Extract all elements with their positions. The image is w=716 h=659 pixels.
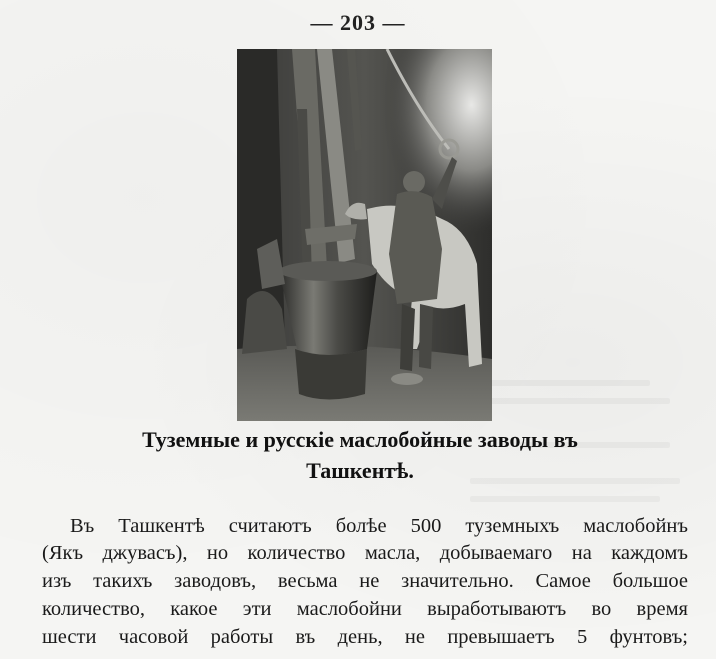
page-number: — 203 — (310, 10, 406, 35)
paragraph-line: шести часовой работы въ день, не превышаетъ 5 фунтовъ; (42, 626, 688, 648)
paragraph-line: (Якъ джувасъ), но количество масла, добываемаго на каждомъ (42, 542, 688, 564)
caption-line: Ташкентѣ. (306, 458, 414, 483)
photo-oil-press-icon (237, 49, 492, 421)
bleed-through-line (470, 496, 660, 502)
bleed-through-line (470, 380, 650, 386)
paragraph-line: изъ такихъ заводовъ, весьма не значительно. Самое большое (42, 570, 688, 592)
paragraph-line: количество, какое эти маслобойни выработываютъ во время (42, 598, 688, 620)
caption-line: Туземные и русскіе маслобойные заводы въ (142, 427, 578, 452)
bleed-through-line (470, 398, 670, 404)
paragraph-line: Въ Ташкентѣ считаютъ болѣе 500 туземныхъ маслобойнъ (70, 515, 688, 537)
